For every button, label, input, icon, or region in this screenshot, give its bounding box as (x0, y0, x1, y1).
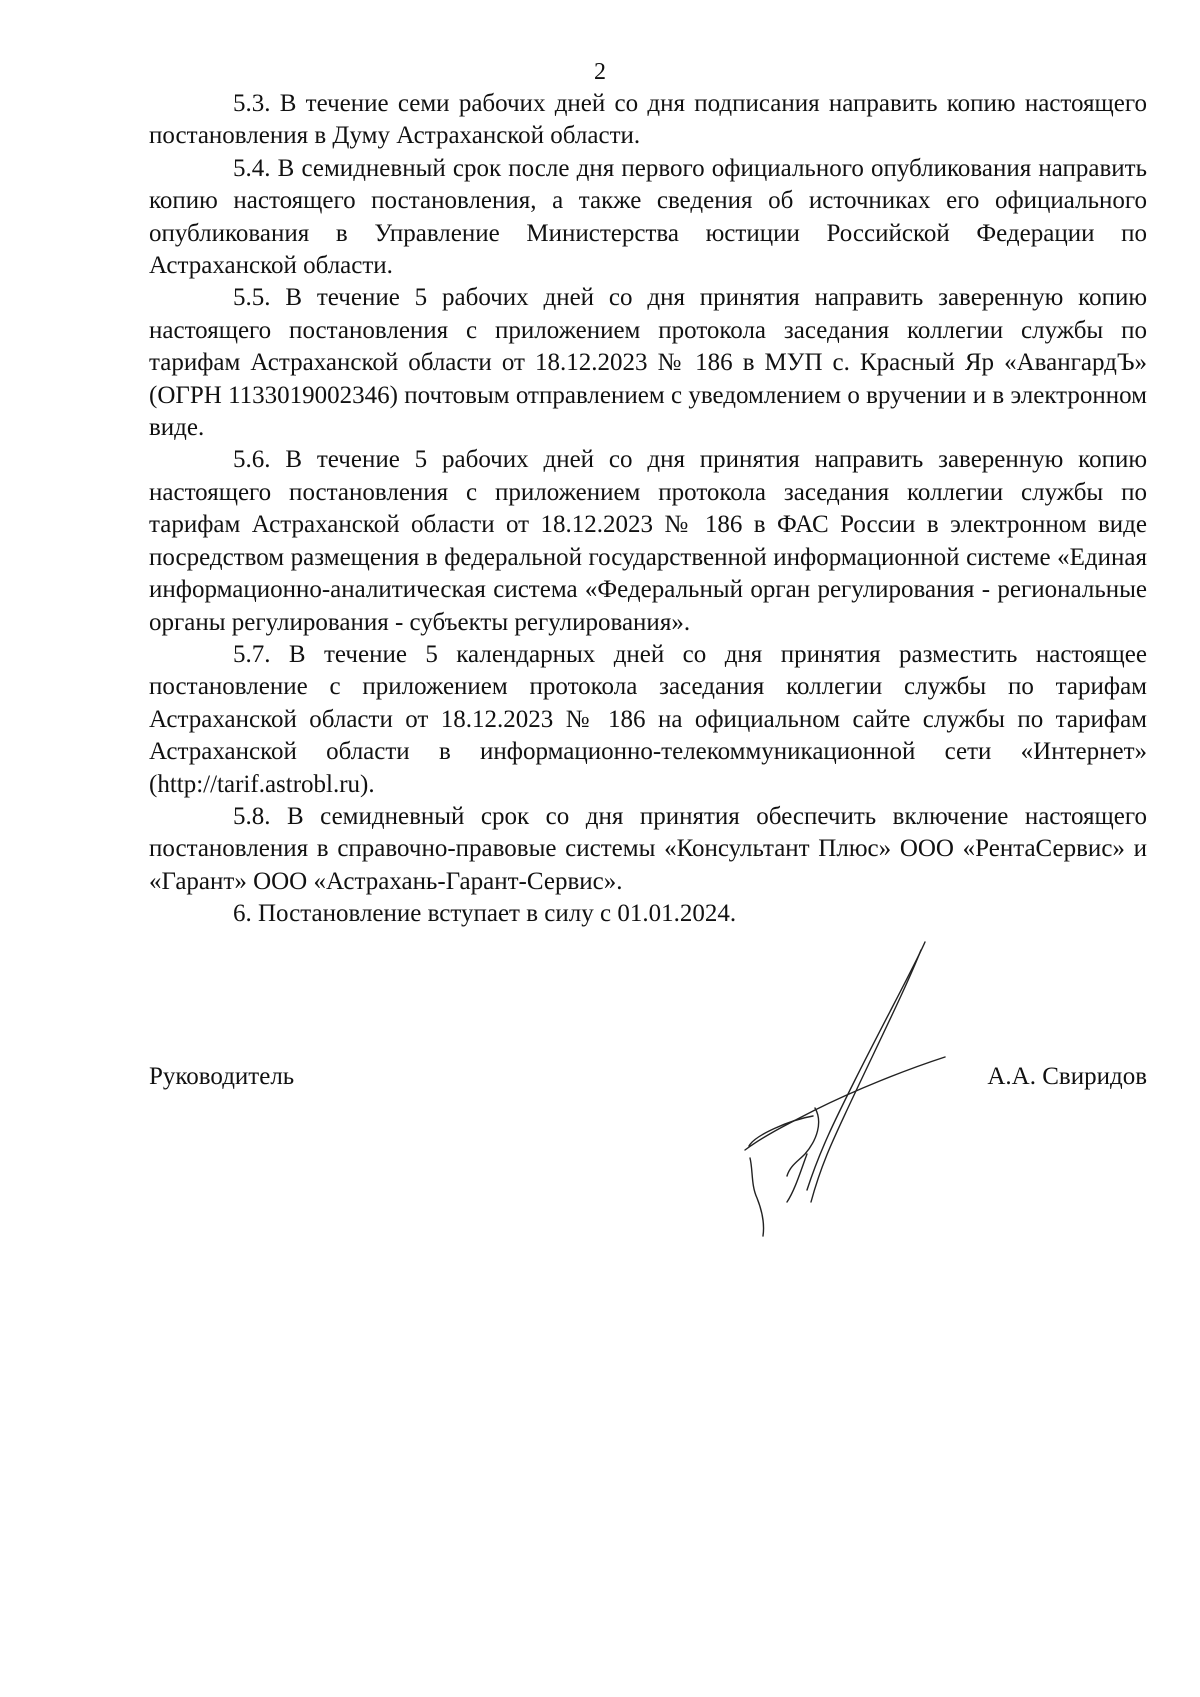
handwritten-signature (735, 940, 955, 1240)
paragraph-5-4: 5.4. В семидневный срок после дня первого официального опубликования направить копию настоящего постановления, а также сведения об источниках его официального опубликования в Управление Министерства юстиции Российской Федерации по Астраханской области. (149, 154, 1147, 280)
paragraph-5-5: 5.5. В течение 5 рабочих дней со дня принятия направить заверенную копию настоящего постановления с приложением протокола заседания коллегии службы по тарифам Астраханской области от 18.12.2023 № 186 в МУП с. Красный Яр «АвангардЪ» (ОГРН 1133019002346) почтовым отправлением с уведомлением о вручении и в электронном виде. (149, 284, 1147, 442)
paragraph-5-8: 5.8. В семидневный срок со дня принятия обеспечить включение настоящего постановления в справочно-правовые системы «Консультант Плюс» ООО «РентаСервис» и «Гарант» ООО «Астрахань-Гарант-Сервис». (149, 802, 1147, 895)
paragraph-5-6: 5.6. В течение 5 рабочих дней со дня принятия направить заверенную копию настоящего постановления с приложением протокола заседания коллегии службы по тарифам Астраханской области от 18.12.2023 № 186 в ФАС России в электронном виде посредством размещения в федеральной государственной информационной системе «Единая информационно-аналитическая система «Федеральный орган регулирования - региональные органы регулирования - субъекты регулирования». (149, 446, 1147, 636)
paragraph-6: 6. Постановление вступает в силу с 01.01.2024. (233, 900, 737, 928)
document-body (149, 88, 1147, 931)
paragraph-5-7: 5.7. В течение 5 календарных дней со дня принятия разместить настоящее постановление с приложением протокола заседания коллегии службы по тарифам Астраханской области от 18.12.2023 № 186 на официальном сайте службы по тарифам Астраханской области в информационно-телекоммуникационной сети «Интернет» (http://tarif.astrobl.ru). (149, 640, 1147, 798)
signatory-name: А.А. Свиридов (987, 1063, 1147, 1090)
signatory-role: Руководитель (149, 1063, 295, 1090)
page-number: 2 (594, 59, 606, 85)
paragraph-5-3: 5.3. В течение семи рабочих дней со дня подписания направить копию настоящего постановления в Думу Астраханской области. (149, 90, 1147, 150)
